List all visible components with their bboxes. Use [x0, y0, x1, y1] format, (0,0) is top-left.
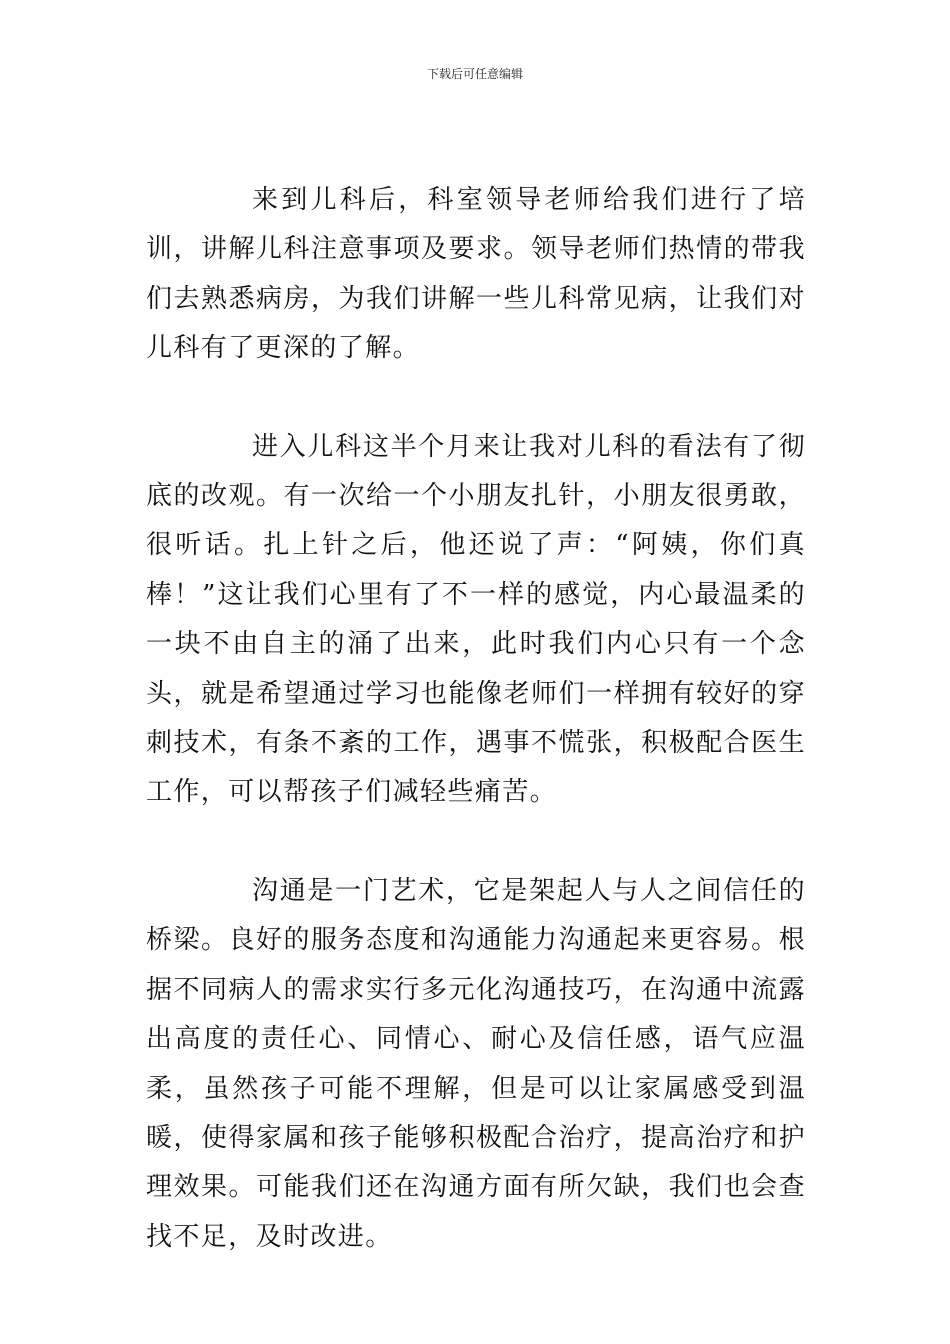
paragraph-communication: 沟通是一门艺术，它是架起人与人之间信任的桥梁。良好的服务态度和沟通能力沟通起来更容易。根据不同病人的需求实行多元化沟通技巧，在沟通中流露出高度的责任心、同情心、耐心及信任感，语气应温柔，虽然孩子可能不理解，但是可以让家属感受到温暖，使得家属和孩子能够积极配合治疗，提高治疗和护理效果。可能我们还在沟通方面有所欠缺，我们也会查找不足，及时改进。 [146, 875, 806, 1252]
paragraph-pediatrics-training: 来到儿科后，科室领导老师给我们进行了培训，讲解儿科注意事项及要求。领导老师们热情的带我们去熟悉病房，为我们讲解一些儿科常见病，让我们对儿科有了更深的了解。 [146, 185, 806, 364]
document-body [146, 176, 806, 1262]
paragraph-pediatrics-experience: 进入儿科这半个月来让我对儿科的看法有了彻底的改观。有一次给一个小朋友扎针，小朋友很勇敢，很听话。扎上针之后，他还说了声：“阿姨，你们真棒！”这让我们心里有了不一样的感觉，内心最温柔的一块不由自主的涌了出来，此时我们内心只有一个念头，就是希望通过学习也能像老师们一样拥有较好的穿刺技术，有条不紊的工作，遇事不慌张，积极配合医生工作，可以帮孩子们减轻些痛苦。 [146, 431, 806, 808]
page-header-note: 下载后可任意编辑 [426, 67, 523, 81]
